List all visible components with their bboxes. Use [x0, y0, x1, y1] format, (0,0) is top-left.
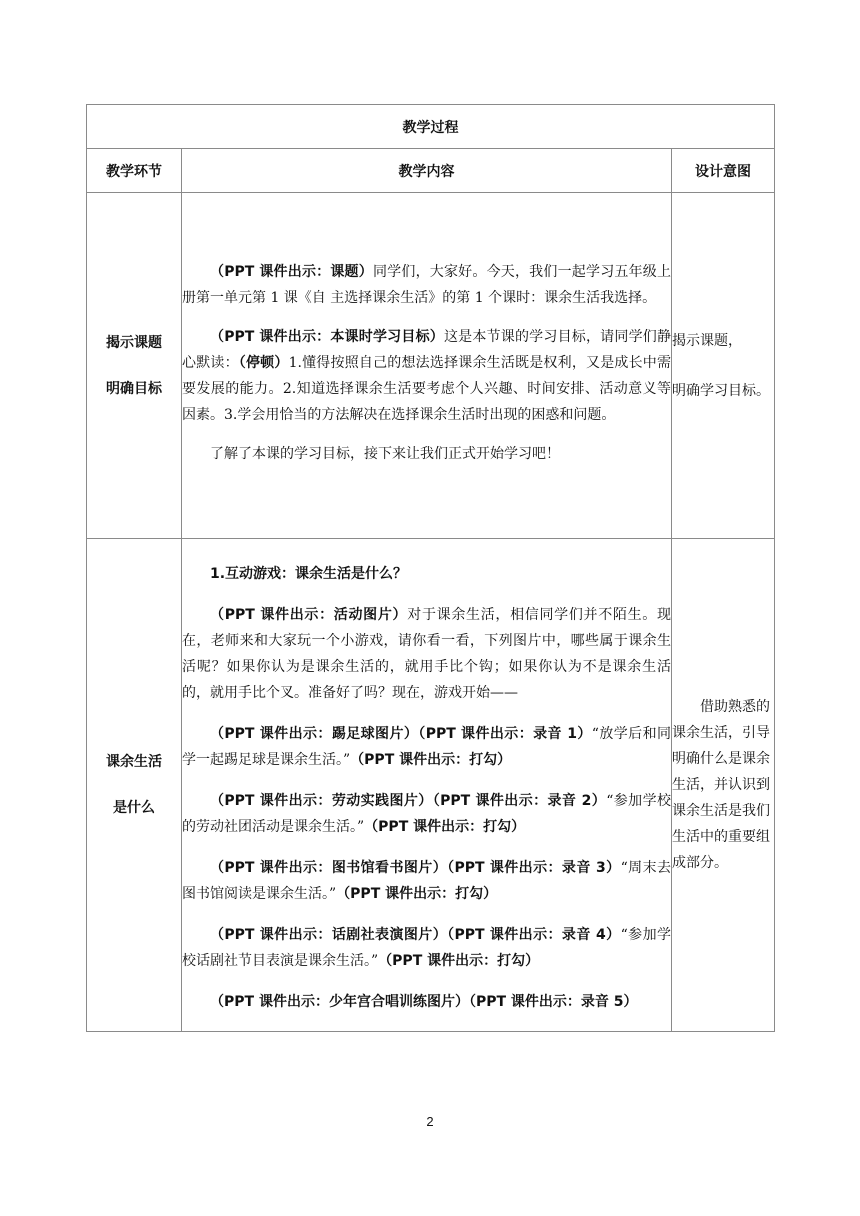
stage-line: 明确目标	[106, 380, 162, 397]
paragraph: 了解了本课的学习目标，接下来让我们正式开始学习吧！	[210, 445, 560, 462]
intent-cell	[672, 539, 775, 1032]
header-stage: 教学环节	[87, 149, 182, 193]
header-intent: 设计意图	[672, 149, 775, 193]
paragraph: 1.互动游戏：课余生活是什么？	[210, 566, 408, 582]
intent-line: 借助熟悉的课余生活，引导明确什么是课余生活，并认识到课余生活是我们生活中的重要组成部分。	[672, 699, 770, 871]
table-row	[87, 539, 775, 1032]
header-content: 教学内容	[182, 149, 672, 193]
stage-line: 是什么	[113, 800, 155, 816]
paragraph: （PPT 课件出示：本课时学习目标）这是本节课的学习目标，请同学们静心默读：（停顿）1.懂得按照自己的想法选择课余生活既是权利，又是成长中需要发展的能力。2.知道选择课余生活要考虑个人兴趣、时间安排、活动意义等因素。3.学会用恰当的方法解决在选择课余生活时出现的困惑和问题。	[182, 328, 671, 423]
paragraph: （PPT 课件出示：踢足球图片）（PPT 课件出示：录音 1）“放学后和同学一起踢足球是课余生活。”（PPT 课件出示：打勾）	[182, 726, 671, 768]
paragraph: （PPT 课件出示：劳动实践图片）（PPT 课件出示：录音 2）“参加学校的劳动社团活动是课余生活。”（PPT 课件出示：打勾）	[182, 793, 671, 835]
content-cell	[182, 193, 672, 539]
paragraph: （PPT 课件出示：课题）同学们，大家好。今天，我们一起学习五年级上册第一单元第 1 课《自 主选择课余生活》的第 1 个课时：课余生活我选择。	[182, 263, 671, 306]
intent-line: 揭示课题，	[672, 332, 742, 349]
paragraph: （PPT 课件出示：图书馆看书图片）（PPT 课件出示：录音 3）“周末去图书馆阅读是课余生活。”（PPT 课件出示：打勾）	[182, 860, 671, 902]
table-title: 教学过程	[87, 105, 775, 149]
teaching-process-table	[86, 104, 775, 1032]
intent-cell	[672, 193, 775, 539]
paragraph: （PPT 课件出示：少年宫合唱训练图片）（PPT 课件出示：录音 5）	[210, 994, 638, 1010]
intent-line: 明确学习目标。	[672, 382, 770, 399]
stage-cell	[87, 193, 182, 539]
content-cell	[182, 539, 672, 1032]
stage-line: 课余生活	[106, 754, 162, 770]
paragraph: （PPT 课件出示：话剧社表演图片）（PPT 课件出示：录音 4）“参加学校话剧社节目表演是课余生活。”（PPT 课件出示：打勾）	[182, 927, 671, 969]
table-row	[87, 193, 775, 539]
stage-line: 揭示课题	[106, 334, 162, 351]
stage-cell	[87, 539, 182, 1032]
page-number: 2	[426, 1114, 434, 1129]
paragraph: （PPT 课件出示：活动图片）对于课余生活，相信同学们并不陌生。现在，老师来和大家玩一个小游戏，请你看一看，下列图片中，哪些属于课余生活呢？如果你认为是课余生活的，就用手比个钩；如果你认为不是课余生活的，就用手比个叉。准备好了吗？现在，游戏开始——	[182, 607, 672, 701]
